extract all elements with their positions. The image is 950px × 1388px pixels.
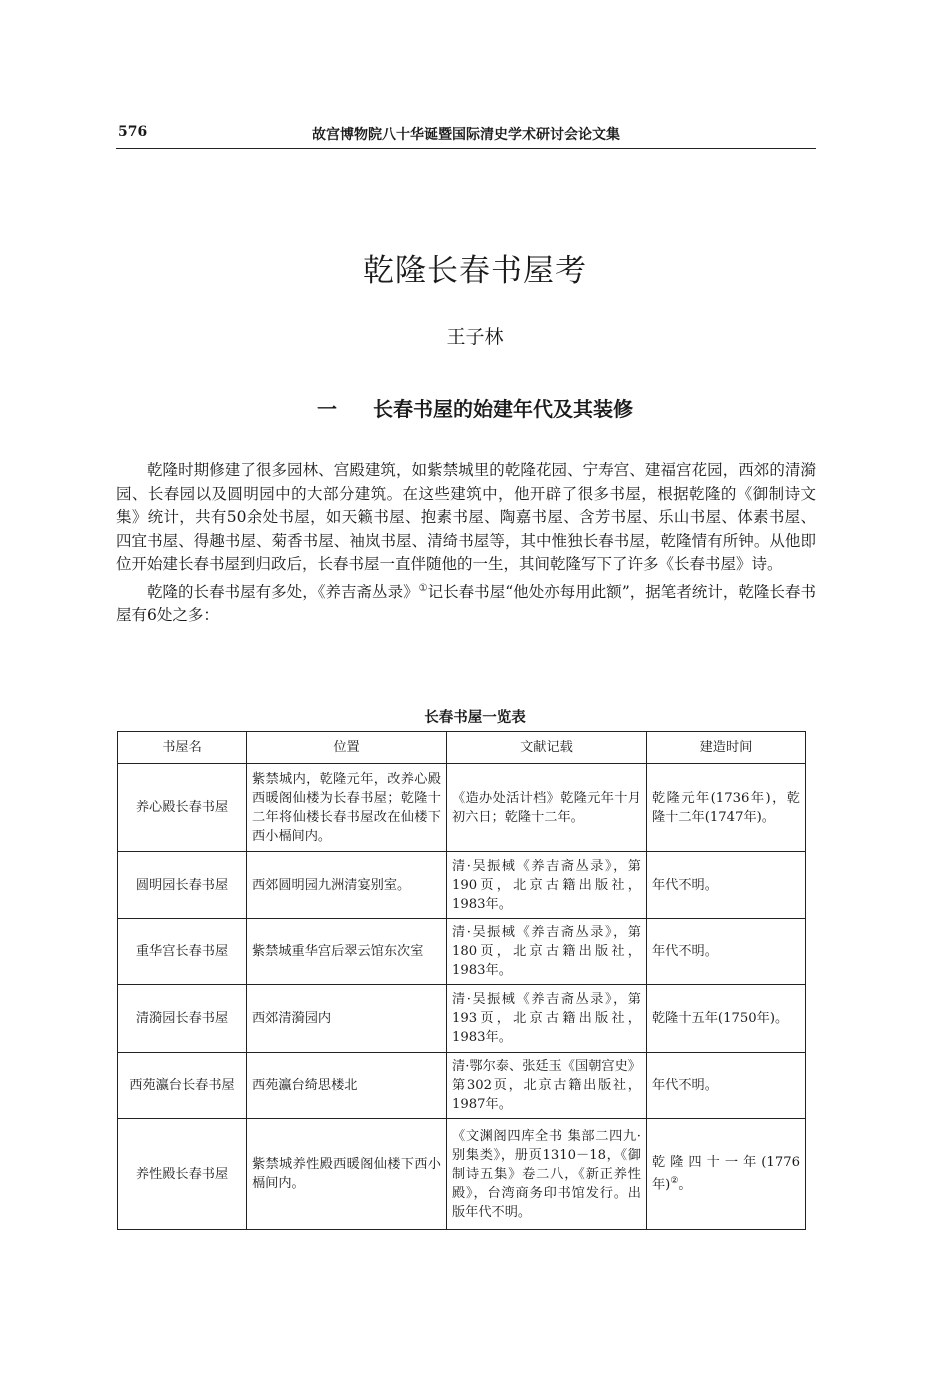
cell-name: 重华宫长春书屋 [118, 919, 247, 985]
paragraph-2-text-a: 乾隆的长春书屋有多处，《养吉斋丛录》 [147, 582, 419, 601]
study-table [117, 731, 806, 1230]
cell-location: 紫禁城重华宫后翠云馆东次室 [247, 919, 447, 985]
table-row [118, 919, 806, 985]
cell-name: 养心殿长春书屋 [118, 764, 247, 852]
cell-record: 清·吴振棫《养吉斋丛录》，第193页，北京古籍出版社，1983年。 [447, 985, 647, 1053]
cell-record: 清·鄂尔泰、张廷玉《国朝宫史》第302页，北京古籍出版社，1987年。 [447, 1053, 647, 1119]
cell-location: 紫禁城内，乾隆元年，改养心殿西暖阁仙楼为长春书屋；乾隆十二年将仙楼长春书屋改在仙楼下西小槅间内。 [247, 764, 447, 852]
author-name: 王子林 [446, 326, 504, 348]
table-row [118, 1119, 806, 1230]
paragraph-2-text-b: 记长春书屋“他处亦每用此额”，据笔者统计，乾隆长春书屋有6处之多： [116, 582, 816, 625]
header-name: 书屋名 [118, 732, 247, 764]
cell-record: 清·吴振棫《养吉斋丛录》，第190页，北京古籍出版社，1983年。 [447, 852, 647, 919]
paragraph-2 [116, 577, 816, 628]
cell-name: 养性殿长春书屋 [118, 1119, 247, 1230]
article-title: 乾隆长春书屋考 [363, 253, 587, 289]
cell-record: 《文渊阁四库全书 集部二四九·别集类》，册页1310－18，《御制诗五集》卷二八，《新正养性殿》，台湾商务印书馆发行。出版年代不明。 [447, 1119, 647, 1230]
footnote-ref-2[interactable]: ② [670, 1176, 679, 1187]
header-record: 文献记载 [447, 732, 647, 764]
cell-date: 年代不明。 [647, 852, 806, 919]
table-row [118, 764, 806, 852]
page-number: 576 [118, 124, 148, 140]
section-number: 一 [317, 397, 337, 421]
cell-location: 西郊圆明园九洲清宴别室。 [247, 852, 447, 919]
cell-location: 紫禁城养性殿西暖阁仙楼下西小槅间内。 [247, 1119, 447, 1230]
paragraph-1: 乾隆时期修建了很多园林、宫殿建筑，如紫禁城里的乾隆花园、宁寿宫、建福宫花园，西郊的清漪园、长春园以及圆明园中的大部分建筑。在这些建筑中，他开辟了很多书屋，根据乾隆的《御制诗文集》统计，共有50余处书屋，如天籁书屋、抱素书屋、陶嘉书屋、含芳书屋、乐山书屋、体素书屋、四宜书屋、得趣书屋、菊香书屋、袖岚书屋、清绮书屋等，其中惟独长春书屋，乾隆情有所钟。从他即位开始建长春书屋到归政后，长春书屋一直伴随他的一生，其间乾隆写下了许多《长春书屋》诗。 [116, 461, 816, 573]
table-row [118, 852, 806, 919]
running-header [116, 120, 816, 149]
cell-location: 西苑瀛台绮思楼北 [247, 1053, 447, 1119]
table-caption: 长春书屋一览表 [424, 710, 526, 726]
table-header-row [118, 732, 806, 764]
journal-title: 故宫博物院八十华诞暨国际清史学术研讨会论文集 [312, 127, 620, 143]
table-row [118, 985, 806, 1053]
cell-date: 乾隆十五年(1750年)。 [647, 985, 806, 1053]
header-location: 位置 [247, 732, 447, 764]
cell-date-end: 。 [678, 1177, 692, 1193]
body-text [116, 459, 816, 628]
table-row [118, 1053, 806, 1119]
cell-date: 年代不明。 [647, 919, 806, 985]
cell-name: 圆明园长春书屋 [118, 852, 247, 919]
cell-record: 清·吴振棫《养吉斋丛录》，第180页，北京古籍出版社，1983年。 [447, 919, 647, 985]
section-heading [0, 393, 950, 422]
cell-date: 年代不明。 [647, 1053, 806, 1119]
section-title: 长春书屋的始建年代及其装修 [373, 397, 633, 421]
footnote-ref-1[interactable]: ① [418, 582, 428, 594]
cell-name: 清漪园长春书屋 [118, 985, 247, 1053]
cell-date: 乾隆元年(1736年)，乾隆十二年(1747年)。 [647, 764, 806, 852]
cell-date-text: 乾隆四十一年(1776年) [652, 1155, 800, 1193]
header-date: 建造时间 [647, 732, 806, 764]
cell-record: 《造办处活计档》乾隆元年十月初六日；乾隆十二年。 [447, 764, 647, 852]
cell-location: 西郊清漪园内 [247, 985, 447, 1053]
cell-name: 西苑瀛台长春书屋 [118, 1053, 247, 1119]
cell-date [647, 1119, 806, 1230]
